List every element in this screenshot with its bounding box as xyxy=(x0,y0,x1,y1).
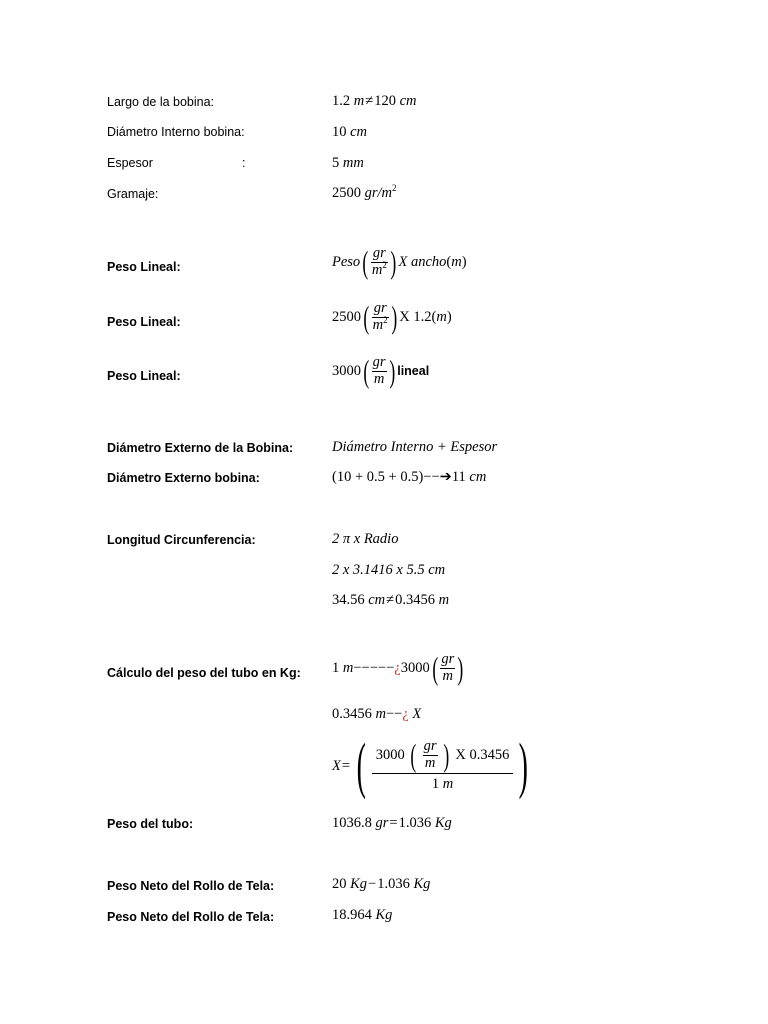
fraction-x-formula: 3000 ( $\frac{gr}{m}$ ) X 0.3456 1 m xyxy=(372,739,514,794)
fraction-gr-m2: $\frac{gr}{m^2}$ xyxy=(371,245,387,278)
value-peso-lineal-2: 2500 ( $\frac{gr}{m^2}$ ) X 1.2 ( m ) xyxy=(332,299,452,336)
value-diametro-externo: (10 + 0.5 + 0.5)−−➔11 cm xyxy=(332,469,487,485)
label-diametro-interno: Diámetro Interno bobina: xyxy=(107,125,245,139)
label-espesor-colon: : xyxy=(242,156,246,170)
label-largo: Largo de la bobina: xyxy=(107,95,215,109)
value-longitud-2: 2 x 3.1416 x 5.5 cm xyxy=(332,562,446,578)
label-espesor: Espesor xyxy=(107,156,153,170)
label-peso-tubo: Peso del tubo: xyxy=(107,817,194,831)
value-calculo-3: X = ( 3000 ( $\frac{gr}{m}$ ) X 0.3456 1 m ) xyxy=(332,732,529,800)
value-peso-tubo: 1036.8 gr=1.036 Kg xyxy=(332,815,452,831)
fraction-gr-m2-2: $\frac{gr}{m^2}$ xyxy=(372,300,388,333)
value-gramaje: 2500 $gr/m^2$ xyxy=(332,183,397,201)
value-peso-neto-1: 20 Kg−1.036 Kg xyxy=(332,876,431,892)
label-diametro-externo-bobina: Diámetro Externo bobina: xyxy=(107,471,260,485)
value-diametro-externo-formula: Diámetro Interno + Espesor xyxy=(332,439,498,455)
value-longitud-3: 34.56 cm≠0.3456 m xyxy=(332,592,450,608)
fraction-gr-m: $\frac{gr}{m}$ xyxy=(372,354,386,387)
value-diametro-interno: 10 cm xyxy=(332,124,368,140)
label-gramaje: Gramaje: xyxy=(107,187,159,201)
label-peso-lineal-2: Peso Lineal: xyxy=(107,315,181,329)
label-peso-neto-1: Peso Neto del Rollo de Tela: xyxy=(107,879,275,893)
label-longitud-circunferencia: Longitud Circunferencia: xyxy=(107,533,256,547)
label-calculo-peso-tubo: Cálculo del peso del tubo en Kg: xyxy=(107,666,301,680)
value-largo: 1.2 m≠120 cm xyxy=(332,93,417,109)
label-peso-lineal-1: Peso Lineal: xyxy=(107,260,181,274)
label-peso-lineal-3: Peso Lineal: xyxy=(107,369,181,383)
value-calculo-2: 0.3456 m−−¿ X xyxy=(332,706,422,722)
value-peso-lineal-3: 3000 ( $\frac{gr}{m}$ ) lineal xyxy=(332,353,430,390)
value-longitud-1: 2 π x Radio xyxy=(332,531,399,547)
label-peso-neto-2: Peso Neto del Rollo de Tela: xyxy=(107,910,275,924)
value-peso-neto-2: 18.964 Kg xyxy=(332,907,393,923)
value-calculo-1: 1 m −−−−− ¿ 3000 ( $\frac{gr}{m}$ ) xyxy=(332,650,464,687)
value-peso-lineal-1: Peso ( $\frac{gr}{m^2}$ ) X ancho ( m ) xyxy=(332,244,467,281)
value-espesor: 5 mm xyxy=(332,155,364,171)
label-diametro-externo-de-la-bobina: Diámetro Externo de la Bobina: xyxy=(107,441,294,455)
fraction-gr-m-calc: $\frac{gr}{m}$ xyxy=(441,651,455,684)
